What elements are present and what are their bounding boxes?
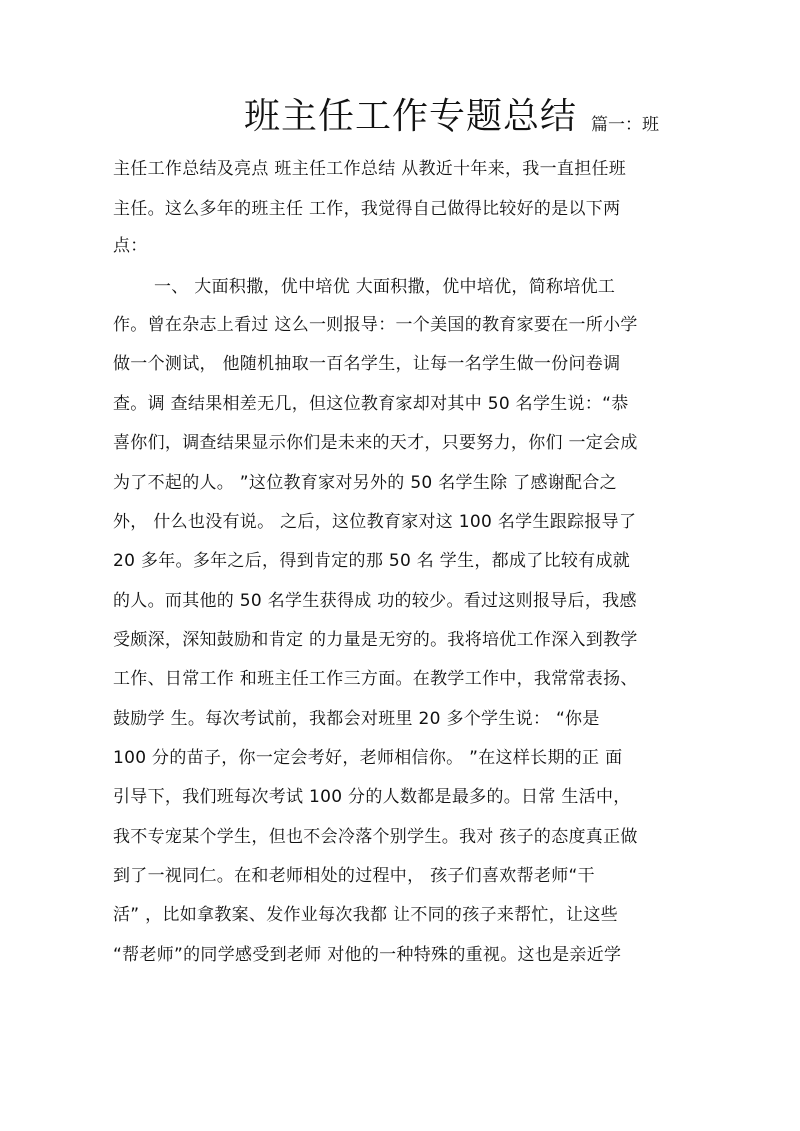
body-line: 到了一视同仁。在和老师相处的过程中， 孩子们喜欢帮老师“干 (113, 866, 595, 886)
body-line: 作。曾在杂志上看过 这么一则报导：一个美国的教育家要在一所小学 (113, 315, 638, 335)
document-subtitle: 篇一：班 (591, 115, 660, 135)
body-line: 做一个测试， 他随机抽取一百名学生，让每一名学生做一份问卷调 (113, 354, 621, 374)
body-line: 引导下，我们班每次考试 100 分的人数都是最多的。日常 生活中， (113, 787, 631, 807)
body-line: 的人。而其他的 50 名学生获得成 功的较少。看过这则报导后，我感 (113, 591, 637, 611)
body-line (113, 979, 693, 1009)
body-line: 点： (113, 236, 148, 256)
body-line: 我不专宠某个学生，但也不会冷落个别学生。我对 孩子的态度真正做 (113, 827, 638, 847)
body-line: 主任工作总结及亮点 班主任工作总结 从教近十年来，我一直担任班 (113, 159, 627, 179)
body-line: 受颇深，深知鼓励和肯定 的力量是无穷的。我将培优工作深入到教学 (113, 630, 638, 650)
body-line: 为了不起的人。 ”这位教育家对另外的 50 名学生除 了感谢配合之 (113, 473, 617, 493)
title-line (244, 92, 694, 142)
body-line: 20 多年。多年之后，得到肯定的那 50 名 学生，都成了比较有成就 (113, 551, 631, 571)
body-line: 活” ，比如拿教案、发作业每次我都 让不同的孩子来帮忙，让这些 (113, 905, 618, 925)
body-line: 喜你们，调查结果显示你们是未来的天才，只要努力，你们 一定会成 (113, 433, 638, 453)
body-line: 主任。这么多年的班主任 工作，我觉得自己做得比较好的是以下两 (113, 199, 621, 219)
body-line: 一、 大面积撒，优中培优 大面积撒，优中培优，简称培优工 (154, 277, 616, 297)
body-line: 工作、日常工作 和班主任工作三方面。在教学工作中，我常常表扬、 (113, 669, 638, 689)
body-line: 鼓励学 生。每次考试前，我都会对班里 20 多个学生说： “你是 (113, 709, 600, 729)
body-line: 查。调 查结果相差无几，但这位教育家却对其中 50 名学生说：“恭 (113, 394, 629, 414)
document-title: 班主任工作专题总结 (244, 96, 578, 137)
body-line: 外， 什么也没有说。 之后，这位教育家对这 100 名学生跟踪报导了 (113, 512, 637, 532)
body-line: “帮老师”的同学感受到老师 对他的一种特殊的重视。这也是亲近学 (113, 945, 622, 965)
body-line: 100 分的苗子，你一定会考好，老师相信你。 ”在这样长期的正 面 (113, 748, 623, 768)
